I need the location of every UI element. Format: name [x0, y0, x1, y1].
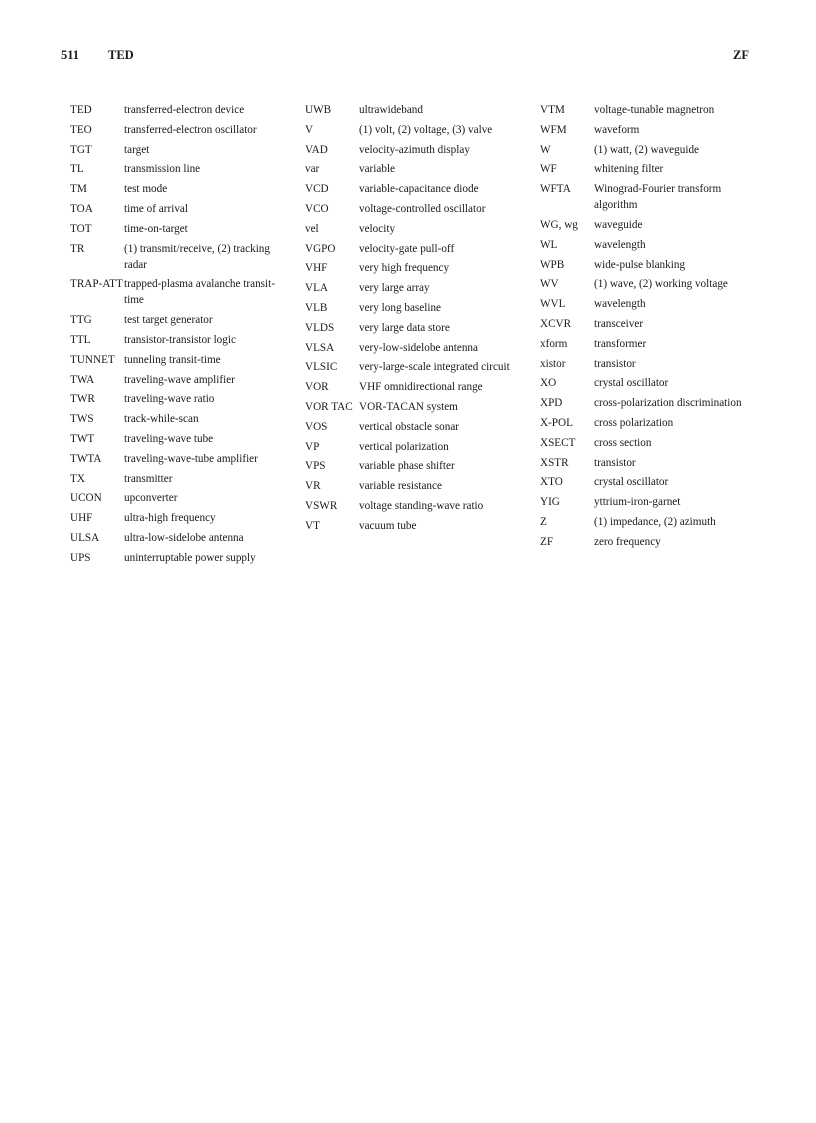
glossary-entry — [70, 122, 295, 138]
glossary-entry — [540, 415, 765, 431]
abbreviation: TTG — [70, 314, 92, 327]
glossary-entry — [540, 181, 765, 213]
definition: very high frequency — [359, 262, 450, 275]
abbreviation: XCVR — [540, 317, 572, 330]
glossary-entry — [540, 435, 765, 451]
definition: (1) transmit/receive, (2) tracking radar — [124, 242, 270, 271]
glossary-entry — [305, 300, 530, 316]
abbreviation: VAD — [305, 143, 328, 156]
abbreviation: WL — [540, 238, 558, 251]
definition: traveling-wave amplifier — [124, 373, 235, 386]
glossary-entry — [540, 237, 765, 253]
abbreviation: UHF — [70, 512, 93, 525]
abbreviation: WG, wg — [540, 218, 578, 231]
abbreviation: TWTA — [70, 452, 102, 465]
glossary-entry — [540, 161, 765, 177]
definition: cross polarization — [594, 416, 674, 429]
abbreviation: UCON — [70, 492, 102, 505]
definition: transferred-electron oscillator — [124, 123, 257, 136]
glossary-entry — [305, 458, 530, 474]
definition: transceiver — [594, 317, 644, 330]
glossary-entry — [540, 276, 765, 292]
glossary-entry — [540, 395, 765, 411]
definition: very-large-scale integrated circuit — [359, 361, 510, 374]
abbreviation: TED — [70, 104, 92, 116]
glossary-entry — [70, 431, 295, 447]
abbreviation: TEO — [70, 123, 92, 136]
definition: transmitter — [124, 472, 173, 485]
abbreviation: WPB — [540, 258, 565, 271]
definition: Winograd-Fourier transform algorithm — [594, 183, 722, 212]
glossary-entry — [305, 241, 530, 257]
abbreviation: WV — [540, 278, 559, 291]
abbreviation: VCO — [305, 202, 329, 215]
abbreviation: VLA — [305, 282, 328, 295]
abbreviation: WF — [540, 163, 557, 176]
abbreviation: ULSA — [70, 531, 100, 544]
abbreviation: TX — [70, 472, 85, 485]
glossary-entry — [70, 332, 295, 348]
glossary-entry — [540, 336, 765, 352]
definition: very large data store — [359, 321, 450, 334]
definition: voltage-controlled oscillator — [359, 202, 486, 215]
definition: crystal oscillator — [594, 476, 669, 489]
abbreviation: TL — [70, 163, 84, 176]
abbreviation: TR — [70, 242, 85, 255]
glossary-entry — [70, 530, 295, 546]
definition: target — [124, 143, 150, 156]
abbreviation: W — [540, 143, 551, 156]
glossary-entry — [305, 221, 530, 237]
definition: ultra-high frequency — [124, 512, 216, 525]
glossary-entry — [70, 181, 295, 197]
glossary-entry — [305, 102, 530, 118]
abbreviation: TWR — [70, 393, 95, 406]
glossary-entry — [70, 471, 295, 487]
definition: crystal oscillator — [594, 377, 669, 390]
abbreviation: VTM — [540, 104, 565, 116]
glossary-entry — [540, 356, 765, 372]
abbreviation: Z — [540, 515, 547, 528]
definition: velocity — [359, 222, 396, 235]
definition: yttrium-iron-garnet — [594, 496, 681, 509]
definition: VHF omnidirectional range — [359, 381, 483, 394]
definition: wide-pulse blanking — [594, 258, 686, 271]
abbreviation: VOR TAC — [305, 400, 353, 413]
abbreviation: VOS — [305, 420, 328, 433]
glossary-entry — [70, 241, 295, 273]
definition: (1) wave, (2) working voltage — [594, 278, 728, 291]
glossary-entry — [305, 260, 530, 276]
abbreviation: X-POL — [540, 416, 573, 429]
definition: (1) impedance, (2) azimuth — [594, 515, 716, 528]
glossary-entry — [305, 201, 530, 217]
glossary-entry — [540, 142, 765, 158]
abbreviation: UWB — [305, 104, 332, 116]
glossary-entry — [70, 391, 295, 407]
definition: transistor-transistor logic — [124, 333, 236, 346]
running-head-first-term: TED — [108, 48, 134, 62]
abbreviation: VP — [305, 440, 320, 453]
glossary-entry — [70, 221, 295, 237]
definition: upconverter — [124, 492, 178, 505]
glossary-entry — [70, 142, 295, 158]
glossary-entry — [70, 276, 295, 308]
definition: vertical polarization — [359, 440, 449, 453]
definition: trapped-plasma avalanche transit-time — [124, 278, 275, 307]
abbreviation: XPD — [540, 397, 563, 410]
glossary-entry — [70, 352, 295, 368]
glossary-entry — [305, 379, 530, 395]
abbreviation: TWA — [70, 373, 95, 386]
definition: test target generator — [124, 314, 213, 327]
abbreviation: VGPO — [305, 242, 336, 255]
glossary-entry — [540, 514, 765, 530]
abbreviation: VPS — [305, 460, 326, 473]
glossary-entry — [70, 510, 295, 526]
definition: variable — [359, 163, 396, 176]
definition: voltage-tunable magnetron — [594, 104, 715, 116]
glossary-entry — [540, 257, 765, 273]
definition: cross section — [594, 436, 652, 449]
glossary-entry — [305, 498, 530, 514]
running-head-last-term: ZF — [733, 48, 749, 62]
glossary-entry — [305, 320, 530, 336]
abbreviation: VR — [305, 480, 321, 493]
glossary-entry — [305, 181, 530, 197]
glossary-entry — [305, 359, 530, 375]
definition: tunneling transit-time — [124, 353, 221, 366]
abbreviation: XTO — [540, 476, 563, 489]
abbreviation: TOA — [70, 202, 93, 215]
definition: variable resistance — [359, 480, 442, 493]
glossary-entry — [70, 201, 295, 217]
abbreviation: VLSIC — [305, 361, 338, 374]
glossary-entry — [540, 375, 765, 391]
definition: traveling-wave ratio — [124, 393, 215, 406]
abbreviation: ZF — [540, 535, 554, 548]
glossary-entry — [70, 102, 295, 118]
definition: traveling-wave tube — [124, 432, 214, 445]
abbreviation: VCD — [305, 183, 329, 196]
page-header — [61, 48, 749, 66]
glossary-entry — [305, 161, 530, 177]
definition: vertical obstacle sonar — [359, 420, 460, 433]
abbreviation: TTL — [70, 333, 91, 346]
abbreviation: VLSA — [305, 341, 335, 354]
definition: ultrawideband — [359, 104, 423, 116]
definition: transferred-electron device — [124, 104, 245, 116]
abbreviation: WFTA — [540, 183, 571, 196]
abbreviation: TWS — [70, 413, 94, 426]
abbreviation: VHF — [305, 262, 328, 275]
abbreviation: xistor — [540, 357, 566, 370]
glossary-entry — [305, 142, 530, 158]
abbreviation: XSTR — [540, 456, 569, 469]
abbreviation: YIG — [540, 496, 560, 509]
definition: zero frequency — [594, 535, 661, 548]
abbreviation: VLDS — [305, 321, 335, 334]
definition: very long baseline — [359, 301, 442, 314]
glossary-entry — [305, 122, 530, 138]
abbreviation: vel — [305, 222, 319, 235]
definition: transistor — [594, 456, 636, 469]
definition: waveguide — [594, 218, 643, 231]
abbreviation: TOT — [70, 222, 92, 235]
definition: velocity-azimuth display — [359, 143, 470, 156]
glossary-entry — [305, 439, 530, 455]
definition: very-low-sidelobe antenna — [359, 341, 478, 354]
abbreviation: TWT — [70, 432, 95, 445]
abbreviation: UPS — [70, 551, 91, 564]
definition: whitening filter — [594, 163, 664, 176]
definition: wavelength — [594, 298, 646, 311]
glossary-column-1 — [70, 102, 295, 570]
glossary-entry — [540, 102, 765, 118]
definition: very large array — [359, 282, 430, 295]
definition: transformer — [594, 337, 647, 350]
abbreviation: XSECT — [540, 436, 576, 449]
definition: test mode — [124, 183, 168, 196]
glossary-entry — [70, 372, 295, 388]
definition: time-on-target — [124, 222, 188, 235]
glossary-entry — [540, 455, 765, 471]
glossary-entry — [70, 550, 295, 566]
definition: transistor — [594, 357, 636, 370]
glossary-entry — [70, 161, 295, 177]
abbreviation: VLB — [305, 301, 328, 314]
definition: time of arrival — [124, 202, 188, 215]
glossary-entry — [70, 490, 295, 506]
definition: wavelength — [594, 238, 646, 251]
definition: track-while-scan — [124, 413, 199, 426]
glossary-entry — [305, 340, 530, 356]
abbreviation: TUNNET — [70, 353, 115, 366]
abbreviation: TM — [70, 183, 87, 196]
definition: (1) watt, (2) waveguide — [594, 143, 699, 156]
glossary-entry — [540, 316, 765, 332]
page-number: 511 — [61, 48, 80, 62]
definition: traveling-wave-tube amplifier — [124, 452, 258, 465]
glossary-entry — [540, 534, 765, 550]
glossary-entry — [540, 296, 765, 312]
glossary-column-3 — [540, 102, 765, 554]
abbreviation: WFM — [540, 123, 567, 136]
glossary-entry — [305, 419, 530, 435]
definition: variable-capacitance diode — [359, 183, 479, 196]
definition: cross-polarization discrimination — [594, 397, 742, 410]
definition: (1) volt, (2) voltage, (3) valve — [359, 123, 493, 136]
abbreviation: V — [305, 123, 314, 136]
abbreviation: WVL — [540, 298, 566, 311]
glossary-entry — [305, 518, 530, 534]
definition: velocity-gate pull-off — [359, 242, 455, 255]
abbreviation: VT — [305, 519, 320, 532]
glossary-entry — [70, 312, 295, 328]
glossary-entry — [305, 280, 530, 296]
glossary-entry — [540, 474, 765, 490]
definition: waveform — [594, 123, 640, 136]
definition: vacuum tube — [359, 519, 417, 532]
abbreviation: TRAP-ATT — [70, 278, 123, 291]
definition: ultra-low-sidelobe antenna — [124, 531, 244, 544]
abbreviation: VSWR — [305, 499, 338, 512]
glossary-entry — [70, 411, 295, 427]
definition: variable phase shifter — [359, 460, 455, 473]
abbreviation: XO — [540, 377, 557, 390]
definition: uninterruptable power supply — [124, 551, 256, 564]
glossary-entry — [540, 122, 765, 138]
abbreviation: TGT — [70, 143, 92, 156]
glossary-entry — [70, 451, 295, 467]
definition: VOR-TACAN system — [359, 400, 458, 413]
definition: transmission line — [124, 163, 201, 176]
glossary-entry — [540, 494, 765, 510]
abbreviation: VOR — [305, 381, 329, 394]
abbreviation: xform — [540, 337, 568, 350]
definition: voltage standing-wave ratio — [359, 499, 484, 512]
abbreviation: var — [305, 163, 320, 176]
glossary-entry — [305, 478, 530, 494]
glossary-entry — [305, 399, 530, 415]
glossary-column-2 — [305, 102, 530, 538]
glossary-entry — [540, 217, 765, 233]
